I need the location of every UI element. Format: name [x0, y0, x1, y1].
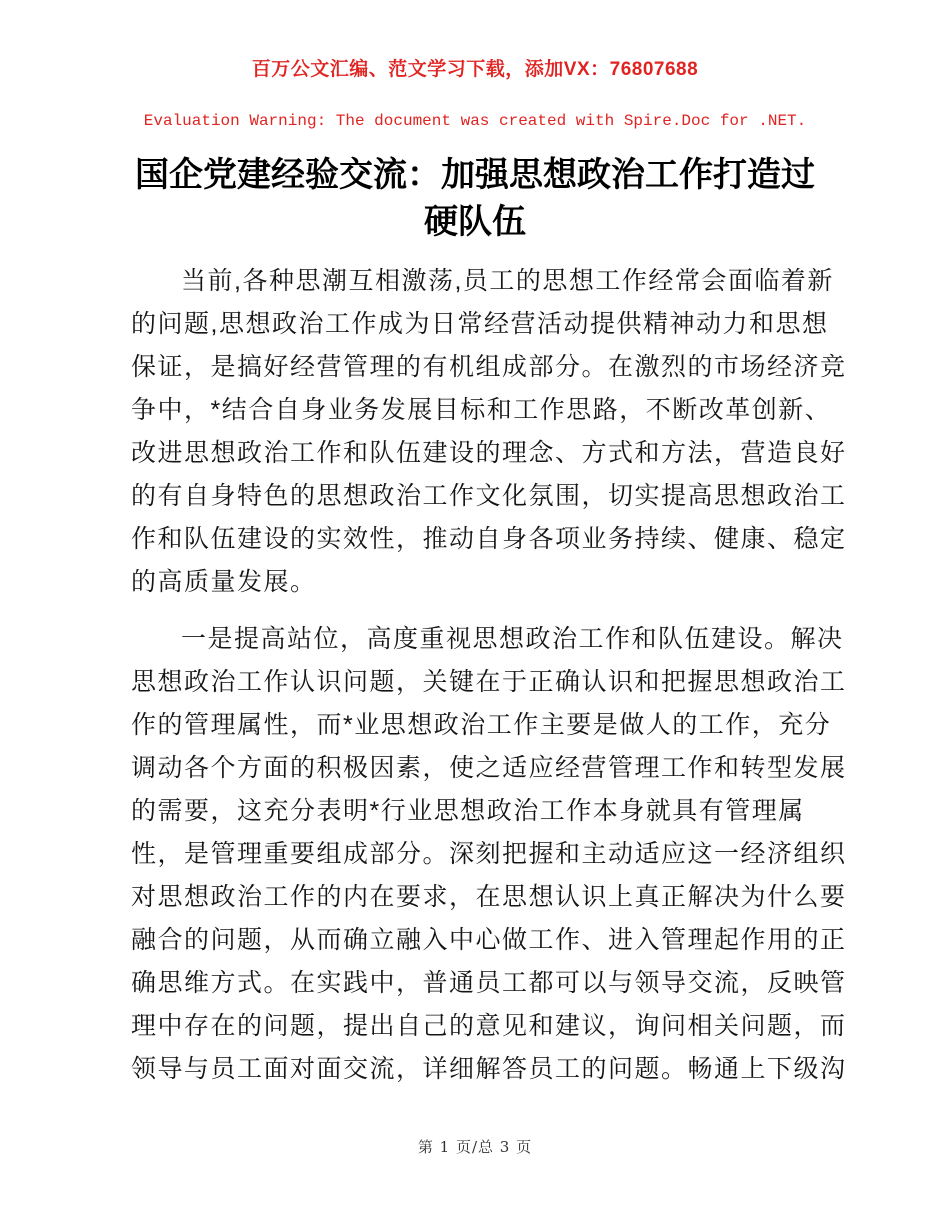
body-line: 的有自身特色的思想政治工作文化氛围，切实提高思想政治工 [131, 482, 847, 510]
paragraph [131, 618, 847, 1091]
title-line: 国企党建经验交流：加强思想政治工作打造过 [135, 156, 815, 194]
body-line: 融合的问题，从而确立融入中心做工作、进入管理起作用的正 [131, 926, 847, 954]
body-line: 一是提高站位，高度重视思想政治工作和队伍建设。解决 [181, 625, 844, 653]
body-line: 保证，是搞好经营管理的有机组成部分。在激烈的市场经济竞 [131, 353, 847, 381]
paragraph [131, 260, 847, 604]
body-line: 的问题,思想政治工作成为日常经营活动提供精神动力和思想 [131, 310, 829, 338]
body-line: 改进思想政治工作和队伍建设的理念、方式和方法，营造良好 [131, 439, 847, 467]
document-title [131, 152, 819, 246]
body-line: 争中，*结合自身业务发展目标和工作思路，不断改革创新、 [131, 396, 832, 424]
body-line: 当前,各种思潮互相激荡,员工的思想工作经常会面临着新 [181, 267, 834, 295]
body-line: 性，是管理重要组成部分。深刻把握和主动适应这一经济组织 [131, 840, 847, 868]
body-line: 确思维方式。在实践中，普通员工都可以与领导交流，反映管 [131, 969, 847, 997]
document-content [131, 152, 847, 1105]
body-line: 领导与员工面对面交流，详细解答员工的问题。畅通上下级沟 [131, 1055, 847, 1083]
body-line: 调动各个方面的积极因素，使之适应经营管理工作和转型发展 [131, 754, 847, 782]
document-body [131, 260, 847, 1091]
body-line: 对思想政治工作的内在要求，在思想认识上真正解决为什么要 [131, 883, 847, 911]
body-line: 的需要，这充分表明*行业思想政治工作本身就具有管理属 [131, 797, 805, 825]
body-line: 作的管理属性，而*业思想政治工作主要是做人的工作，充分 [131, 711, 832, 739]
body-line: 的高质量发展。 [131, 568, 317, 596]
evaluation-warning: Evaluation Warning: The document was created with Spire.Doc for .NET. [143, 112, 807, 130]
body-line: 理中存在的问题，提出自己的意见和建议，询问相关问题，而 [131, 1012, 847, 1040]
title-line: 硬队伍 [424, 203, 526, 241]
body-line: 思想政治工作认识问题，关键在于正确认识和把握思想政治工 [131, 668, 847, 696]
page-number: 第 1 页/总 3 页 [417, 1138, 533, 1156]
promo-header: 百万公文汇编、范文学习下载，添加VX：76807688 [251, 59, 699, 80]
body-line: 作和队伍建设的实效性，推动自身各项业务持续、健康、稳定 [131, 525, 847, 553]
